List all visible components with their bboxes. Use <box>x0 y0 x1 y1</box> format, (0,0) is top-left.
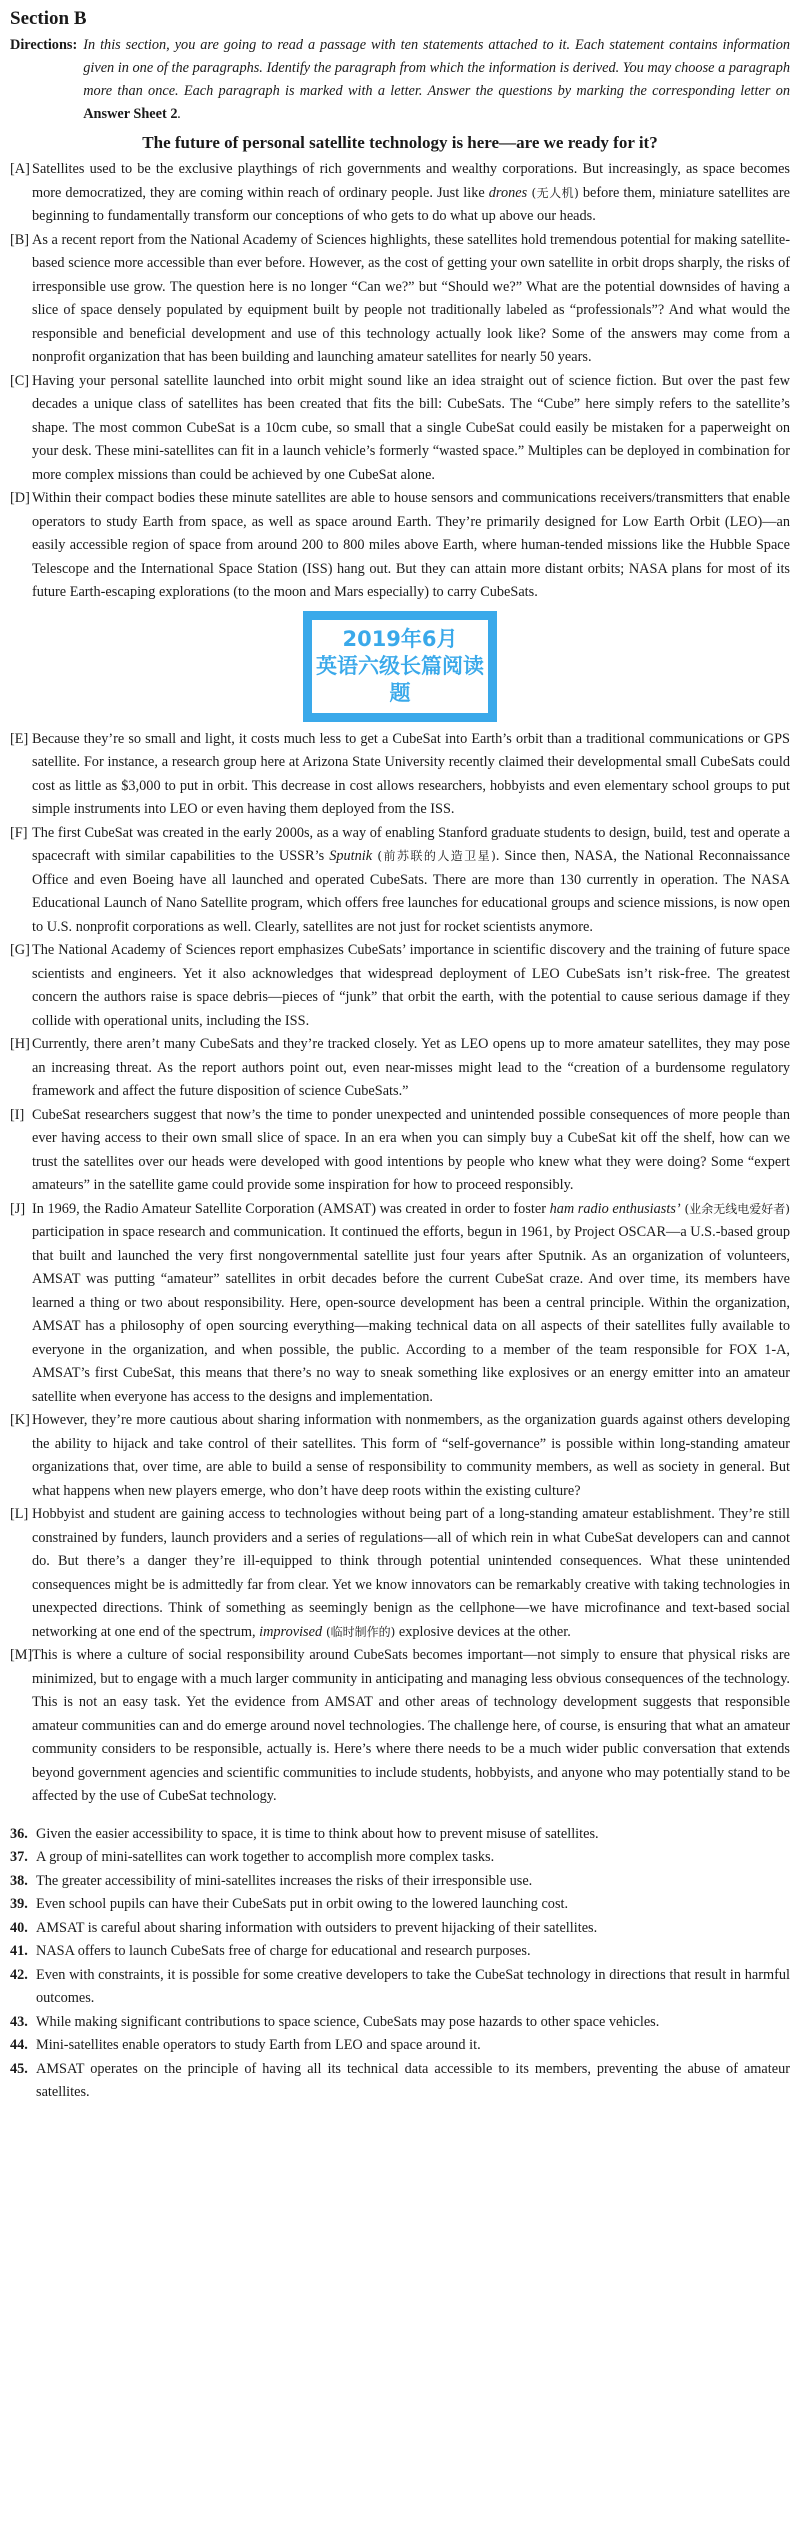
statement-text: The greater accessibility of mini-satellites increases the risks of their irresponsible use. <box>36 1872 533 1889</box>
paragraph-letter: [E] <box>10 730 29 747</box>
statement-item <box>10 1823 790 1847</box>
paragraph-letter: [C] <box>10 372 30 389</box>
statement-number: 44. <box>10 2037 28 2053</box>
statement-item <box>10 1964 790 2011</box>
directions-body: In this section, you are going to read a passage with ten statements attached to it. Each statement contains information given in one of the paragraphs. Identify the paragraph from which the information is derived. You may choose a paragraph more than once. Each paragraph is marked with a letter. Answer the questions by marking the corresponding letter on <box>83 37 790 99</box>
statement-item <box>10 2058 790 2105</box>
statement-number: 40. <box>10 1919 28 1936</box>
paragraph-letter: [F] <box>10 824 28 841</box>
statement-item <box>10 2034 790 2058</box>
text-run: before them, miniature satellites are beginning to fundamentally transform our conceptions of who gets to do what up above our heads. <box>32 184 790 224</box>
paragraph <box>10 158 790 229</box>
paragraph <box>10 229 790 370</box>
paragraph-letter: [J] <box>10 1200 26 1217</box>
text-run: Within their compact bodies these minute satellites are able to house sensors and communications receivers/transmitters that enable operators to study Earth from space, as well as space around Earth. They’re primarily designed for Low Earth Orbit (LEO)—an easily accessible region of space from around 200 to 800 miles above Earth, where human-tended missions like the Hubble Space Telescope and the International Space Station (ISS) hang out. But they can attain more distant orbits; NASA plans for most of its future Earth-escaping explorations (to the moon and Mars especially) to carry CubeSats. <box>32 490 790 600</box>
chinese-gloss: (无人机) <box>527 185 579 200</box>
statement-number: 39. <box>10 1896 28 1912</box>
statement-item <box>10 1917 790 1941</box>
paragraph-letter: [K] <box>10 1412 30 1428</box>
text-run: Hobbyist and student are gaining access to technologies without being part of a long-standing amateur establishment. They’re still constrained by funders, launch providers and a series of regulations—all of which rein in what CubeSat developers can and cannot do. But there’s a danger they’re ill-equipped to think through potential unintended consequences. What these unintended consequences might be is admittedly far from clear. Yet we know innovators can be remarkably creative with taking technologies in unexpected directions. Think of something as seemingly benign as the cellphone—we have microfinance and text-based social networking at one end of the spectrum, <box>32 1506 790 1640</box>
text-run: participation in space research and communication. It continued the efforts, begun in 1961, by Project OSCAR—a U.S.-based group that built and launched the very first nongovernmental satellite just four years after Sputnik. As an organization of volunteers, AMSAT was putting “amateur” satellites in orbit decades before the current CubeSat craze. And over time, its members have learned a thing or two about responsibility. Here, open-source development has been a central principle. Within the organization, AMSAT has a philosophy of open sourcing everything—making technical data on all aspects of their satellites fully available to everyone in the organization, and when possible, the public. According to a member of the team responsible for FOX 1-A, AMSAT’s first CubeSat, this means that there’s no way to sneak something like explosives or an energy emitter into an amateur satellite when everyone has access to the designs and implementation. <box>32 1224 790 1405</box>
paragraph-letter: [H] <box>10 1036 30 1052</box>
paragraph <box>10 370 790 488</box>
paragraph <box>10 1104 790 1198</box>
statement-text: Even with constraints, it is possible for some creative developers to take the CubeSat technology in directions that result in harmful outcomes. <box>36 1966 790 2006</box>
text-run: As a recent report from the National Academy of Sciences highlights, these satellites hold tremendous potential for making satellite-based science more accessible than ever before. However, as the cost of getting your own satellite in orbit drops sharply, the risks of irresponsible use grow. The question here is no longer “Can we?” but “Should we?” What are the potential downsides of having a slice of space densely populated by equipment built by people not traditionally labeled as “professionals”? And what would the responsible and beneficial development and use of this technology actually look like? Some of the answers may come from a nonprofit organization that has been building and launching amateur satellites for nearly 50 years. <box>32 231 790 365</box>
statements-list <box>10 1769 790 2105</box>
text-run: This is where a culture of social responsibility around CubeSats becomes important—not simply to ensure that physical risks are minimized, but to engage with a much larger community in anticipating and managing less obvious consequences of the technology. This is not an easy task. Yet the evidence from AMSAT and other areas of technology development suggests that responsible amateur communities can and do emerge around novel technologies. The challenge here, of course, is ensuring that what an amateur community considers to be responsible, actually is. Here’s where there needs to be a much wider public conversation that extends beyond government agencies and scientific communities to include students, hobbyists, and anyone who may potentially stand to be affected by the use of CubeSat technology. <box>32 1647 790 1804</box>
paragraph <box>10 728 790 822</box>
statement-text: While making significant contributions to space science, CubeSats may pose hazards to other space vehicles. <box>36 2013 660 2030</box>
paragraph-text <box>32 1033 790 1104</box>
chinese-gloss: (前苏联的人造卫星) <box>372 849 496 863</box>
text-run: The National Academy of Sciences report emphasizes CubeSats’ importance in scientific discovery and the training of future space scientists and engineers. Yet it also acknowledges that widespread deployment of LEO CubeSats isn’t risk-free. The greatest concern the authors raise is space debris—pieces of “junk” that orbit the earth, with the potential to cause serious damage if they collide with operational units, including the ISS. <box>32 942 790 1029</box>
paragraph <box>10 1409 790 1503</box>
italic-term: Sputnik <box>329 848 373 864</box>
statement-number: 37. <box>10 1849 28 1865</box>
statement-item <box>10 1940 790 1964</box>
statement-item <box>10 1893 790 1917</box>
statement-item <box>10 2011 790 2035</box>
directions-text <box>83 34 790 126</box>
paragraph-text <box>32 1198 790 1410</box>
statement-number: 41. <box>10 1943 28 1959</box>
statement-text: Mini-satellites enable operators to study Earth from LEO and space around it. <box>36 2037 481 2053</box>
paragraph-letter: [M] <box>10 1647 33 1663</box>
text-run: Satellites used to be the exclusive playthings of rich governments and wealthy corporations. But increasingly, as space becomes more democratized, they are coming within reach of ordinary people. Just like <box>32 161 790 201</box>
watermark: 华研外语 <box>408 1769 489 1850</box>
paragraph-text <box>32 487 790 605</box>
paragraph-text <box>32 229 790 370</box>
paragraph-text <box>32 1104 790 1198</box>
answer-sheet-reference: Answer Sheet 2 <box>83 106 178 122</box>
paragraph-text <box>32 1409 790 1503</box>
exam-label-title: 英语六级长篇阅读题 <box>316 653 484 705</box>
watermark: 华研外语 <box>365 82 446 163</box>
statement-number: 45. <box>10 2060 28 2077</box>
paragraph-text <box>32 939 790 1033</box>
exam-label-date: 2019年6月 <box>342 626 458 651</box>
statement-text: Given the easier accessibility to space, it is time to think about how to prevent misuse of satellites. <box>36 1825 599 1842</box>
directions-label: Directions: <box>10 37 78 53</box>
exam-label-row <box>10 611 790 722</box>
statement-text: AMSAT is careful about sharing information with outsiders to prevent hijacking of their satellites. <box>36 1919 598 1936</box>
paragraph-letter: [B] <box>10 231 30 248</box>
paragraph-letter: [G] <box>10 942 30 958</box>
paragraph-text <box>32 822 790 940</box>
text-run: explosive devices at the other. <box>395 1623 571 1640</box>
paragraph <box>10 487 790 605</box>
chinese-gloss: (业余无线电爱好者) <box>680 1201 790 1216</box>
italic-term: drones <box>488 184 528 201</box>
paragraph-letter: [A] <box>10 161 30 177</box>
paragraph-text <box>32 1503 790 1644</box>
statement-number: 42. <box>10 1966 28 1983</box>
text-run: However, they’re more cautious about sharing information with nonmembers, as the organization guards against others developing the ability to hijack and take control of their satellites. This form of “self-governance” is possible within long-standing amateur organizations that, over time, are able to build a sense of responsibility to community members, as well as society in general. But what happens when new players emerge, who don’t have deep roots within the existing culture? <box>32 1412 790 1499</box>
watermark: 华研外语 <box>473 1380 554 1461</box>
paragraph <box>10 1503 790 1644</box>
directions-end: . <box>177 106 182 122</box>
statement-item <box>10 1870 790 1894</box>
chinese-gloss: (临时制作的) <box>322 1624 396 1639</box>
section-heading: Section B <box>10 8 87 29</box>
text-run: The first CubeSat was created in the early 2000s, as a way of enabling Stanford graduate students to design, build, test and operate a spacecraft with similar capabilities to the USSR’s <box>32 824 790 864</box>
statement-text: AMSAT operates on the principle of having all its technical data accessible to its members, preventing the abuse of amateur satellites. <box>36 2060 790 2100</box>
statement-number: 38. <box>10 1872 28 1889</box>
statement-text: NASA offers to launch CubeSats free of charge for educational and research purposes. <box>36 1943 531 1959</box>
statement-text: Even school pupils can have their CubeSats put in orbit owing to the lowered launching cost. <box>36 1896 569 1912</box>
italic-term: ham radio enthusiasts’ <box>549 1200 681 1217</box>
paragraph-text <box>32 158 790 229</box>
passage-title-text: The future of personal satellite technology is here—are we ready for it? <box>142 133 658 152</box>
text-run: Currently, there aren’t many CubeSats and they’re tracked closely. Yet as LEO opens up to more amateur satellites, they may pose an increasing threat. As the report authors point out, even near-misses might lead to the “creation of a burdensome regulatory framework and affect the future disposition of science CubeSats.” <box>32 1036 790 1099</box>
paragraph-letter: [I] <box>10 1106 25 1123</box>
paragraph <box>10 1198 790 1410</box>
exam-label-badge <box>303 611 497 722</box>
passage <box>10 158 790 1809</box>
statement-number: 43. <box>10 2013 28 2030</box>
paragraph <box>10 1644 790 1809</box>
paragraph-letter: [L] <box>10 1506 29 1522</box>
paragraph <box>10 822 790 940</box>
statement-number: 36. <box>10 1825 28 1842</box>
paragraph-text <box>32 370 790 488</box>
text-run: CubeSat researchers suggest that now’s the time to ponder unexpected and unintended possible consequences of more people than ever having access to their own small slice of space. In an era when you can simply buy a CubeSat kit off the shelf, how can we trust the satellites over our heads were developed with good intentions by people who knew what they were doing? Some “expert amateurs” in the satellite game could provide some inspiration for how to proceed responsibly. <box>32 1106 790 1193</box>
italic-term: improvised <box>259 1623 323 1640</box>
statement-item <box>10 1846 790 1870</box>
paragraph <box>10 939 790 1033</box>
statement-text: A group of mini-satellites can work together to accomplish more complex tasks. <box>36 1849 495 1865</box>
text-run: Having your personal satellite launched into orbit might sound like an idea straight out of science fiction. But over the past few decades a unique class of satellites has been created that fits the bill: CubeSats. The “Cube” here simply refers to the satellite’s shape. The most common CubeSat is a 10cm cube, so small that a single CubeSat could easily be mistaken for a paperweight on your desk. These mini-satellites can fit in a launch vehicle’s formerly “wasted space.” Multiples can be deployed in combination for more complex missions than could be achieved by one CubeSat alone. <box>32 372 790 483</box>
text-run: . Since then, NASA, the National Reconnaissance Office and even Boeing have all launched and operated CubeSats. There are more than 130 currently in operation. The NASA Educational Launch of Nano Satellite program, which offers free launches for educational groups and science missions, is now open to U.S. nonprofit corporations as well. Clearly, satellites are not just for rocket scientists anymore. <box>32 848 790 935</box>
passage-title <box>10 130 790 156</box>
paragraph-text <box>32 728 790 822</box>
paragraph-letter: [D] <box>10 490 30 506</box>
text-run: Because they’re so small and light, it costs much less to get a CubeSat into Earth’s orbit than a traditional communications or GPS satellite. For instance, a research group here at Arizona State University recently claimed their developmental small CubeSats could cost as little as $3,000 to put in orbit. This decrease in cost allows researchers, hobbyists and even elementary school groups to put simple instruments into LEO or even having them deployed from the ISS. <box>32 730 790 817</box>
paragraph-text <box>32 1644 790 1809</box>
paragraph <box>10 1033 790 1104</box>
directions-block <box>10 34 790 126</box>
text-run: In 1969, the Radio Amateur Satellite Corporation (AMSAT) was created in order to foster <box>32 1200 550 1217</box>
